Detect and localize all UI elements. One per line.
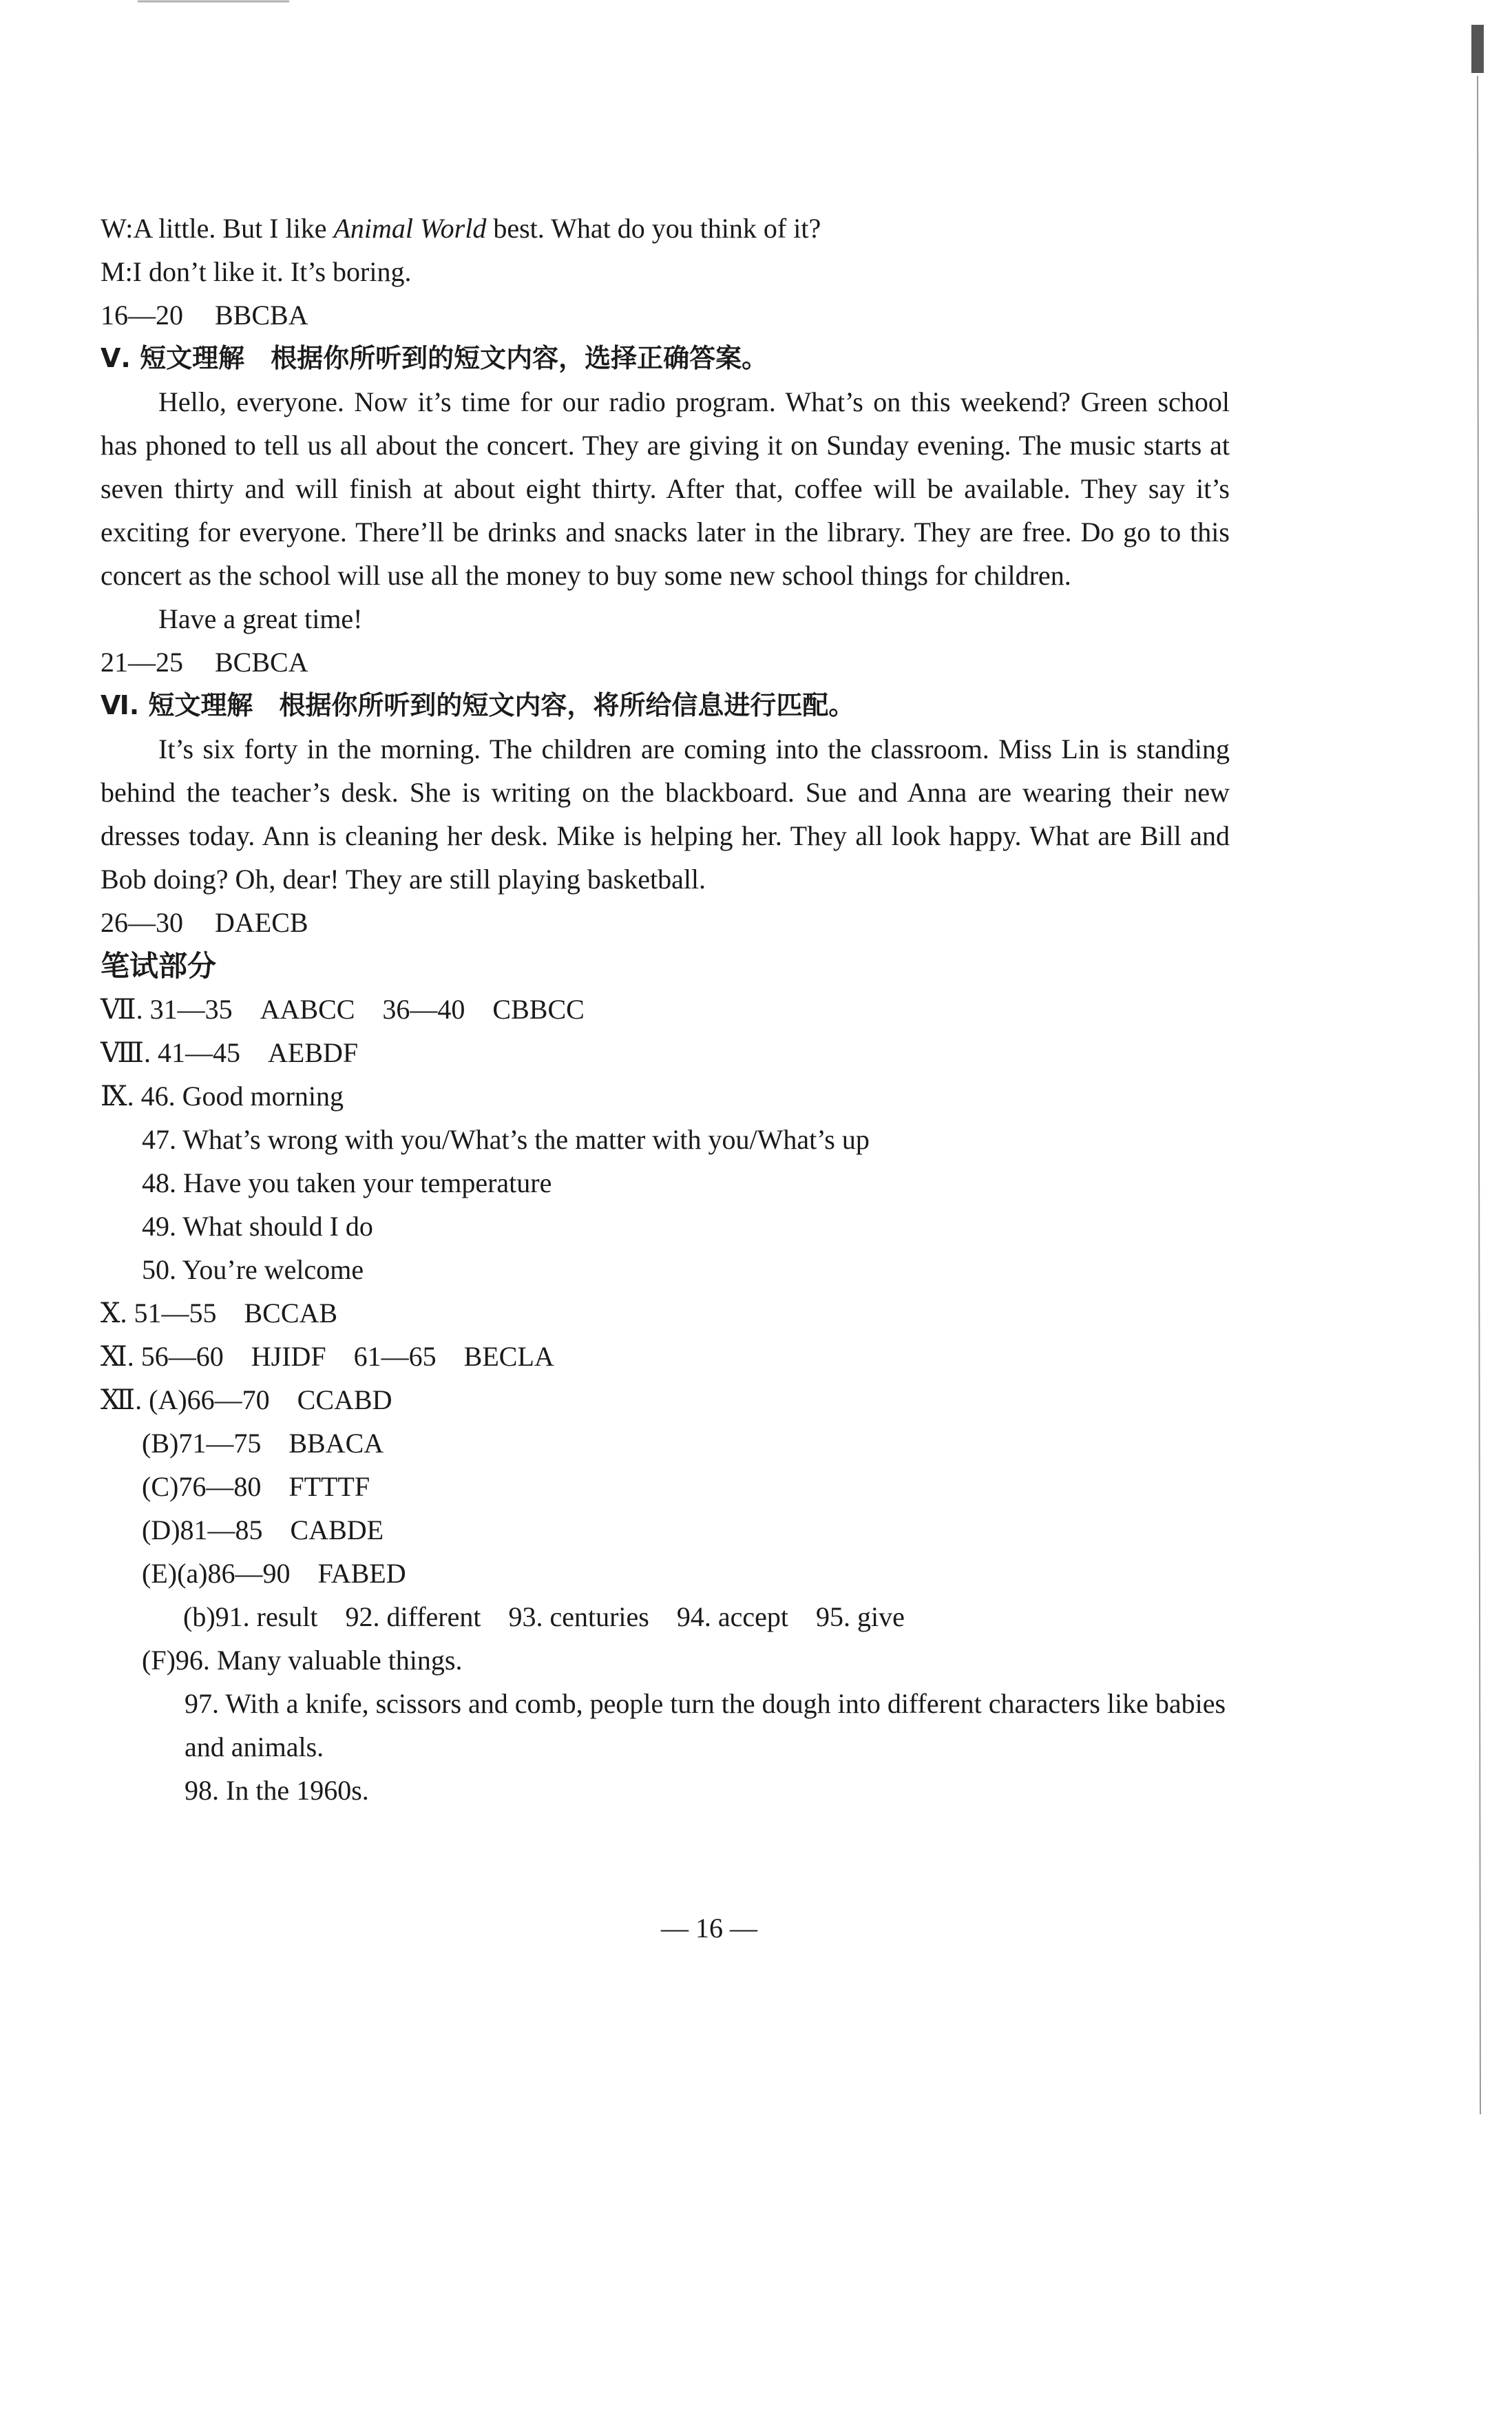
dialogue-w-text-b: best. What do you think of it? bbox=[486, 213, 821, 244]
answers-ix-47: 47. What’s wrong with you/What’s the matter with you/What’s up bbox=[142, 1124, 870, 1155]
answers-ix-49: 49. What should I do bbox=[142, 1211, 373, 1242]
answers-xii-b: (B)71—75 BBACA bbox=[142, 1428, 384, 1459]
answer-range: 26—30 bbox=[101, 907, 183, 938]
page-number: — 16 — bbox=[661, 1913, 757, 1944]
dialogue-m-line: M:I don’t like it. It’s boring. bbox=[101, 256, 412, 287]
answer-letters: BBCBA bbox=[215, 300, 308, 331]
section-v-passage: Hello, everyone. Now it’s time for our radio program. What’s on this weekend? Green school has phoned to tell us all about the concert. They are giving it on Sunday evening. The music starts at seven thirty and will finish at about eight thirty. After that, coffee will be available. They say it’s exciting for everyone. There’ll be drinks and snacks later in the library. They are free. Do go to this concert as the school will use all the money to buy some new school things for children. bbox=[101, 386, 1230, 591]
answer-key-page bbox=[101, 207, 1233, 1812]
answers-xii-f96: (F)96. Many valuable things. bbox=[142, 1645, 463, 1676]
answers-xii-c: (C)76—80 FTTTF bbox=[142, 1471, 370, 1502]
answers-viii: Ⅷ. 41—45 AEBDF bbox=[101, 1037, 359, 1068]
program-title: Animal World bbox=[333, 213, 487, 244]
section-vi-heading: Ⅵ. 短文理解 根据你所听到的短文内容，将所给信息进行匹配。 bbox=[101, 690, 855, 720]
answers-ix-46: Ⅸ. 46. Good morning bbox=[101, 1081, 344, 1112]
answer-range: 21—25 bbox=[101, 647, 183, 678]
written-part-title: 笔试部分 bbox=[101, 949, 217, 983]
answers-xii-e-b: (b)91. result 92. different 93. centuries 94. accept 95. give bbox=[183, 1601, 905, 1632]
answers-xi: Ⅺ. 56—60 HJIDF 61—65 BECLA bbox=[101, 1341, 554, 1372]
answers-xii-a: Ⅻ. (A)66—70 CCABD bbox=[101, 1384, 392, 1415]
binding-line bbox=[1478, 76, 1480, 2114]
answers-x: Ⅹ. 51—55 BCCAB bbox=[101, 1298, 338, 1329]
section-v-closing: Have a great time! bbox=[158, 603, 363, 634]
answers-xii-f97: 97. With a knife, scissors and comb, people turn the dough into different characters like babies and animals. bbox=[185, 1688, 1233, 1762]
answers-16-20 bbox=[101, 293, 1230, 337]
binding-strip bbox=[1471, 25, 1484, 73]
speaker-w: W: bbox=[101, 213, 134, 244]
answer-letters: BCBCA bbox=[215, 647, 308, 678]
answer-letters: DAECB bbox=[215, 907, 308, 938]
section-vi-passage: It’s six forty in the morning. The children are coming into the classroom. Miss Lin is standing behind the teacher’s desk. She is writing on the blackboard. Sue and Anna are wearing their new dresses today. Ann is cleaning her desk. Mike is helping her. They all look happy. What are Bill and Bob doing? Oh, dear! They are still playing basketball. bbox=[101, 733, 1230, 895]
dialogue-w-text-a: A little. But I like bbox=[133, 213, 334, 244]
answers-ix-50: 50. You’re welcome bbox=[142, 1254, 364, 1285]
answers-26-30 bbox=[101, 901, 1230, 944]
answers-21-25 bbox=[101, 641, 1230, 684]
dialogue-w-line bbox=[101, 207, 1230, 250]
answers-xii-f98: 98. In the 1960s. bbox=[185, 1775, 369, 1806]
answers-xii-d: (D)81—85 CABDE bbox=[142, 1514, 384, 1545]
answer-range: 16—20 bbox=[101, 300, 183, 331]
section-v-heading: Ⅴ. 短文理解 根据你所听到的短文内容，选择正确答案。 bbox=[101, 343, 768, 373]
answers-ix-48: 48. Have you taken your temperature bbox=[142, 1167, 552, 1198]
answers-vii: Ⅶ. 31—35 AABCC 36—40 CBBCC bbox=[101, 994, 585, 1025]
answers-xii-e: (E)(a)86—90 FABED bbox=[142, 1558, 406, 1589]
